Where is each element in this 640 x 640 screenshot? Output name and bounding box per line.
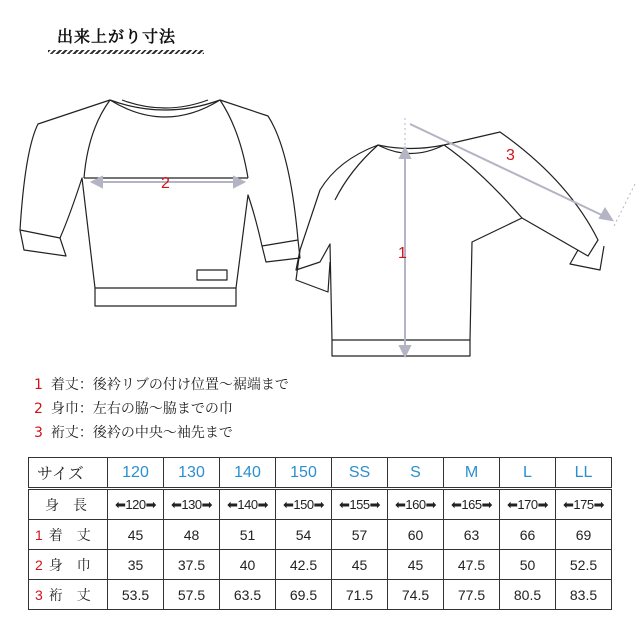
size-col: S (388, 458, 444, 489)
table-cell: 60 (388, 520, 444, 550)
table-cell: 48 (164, 520, 220, 550)
table-cell: 83.5 (556, 580, 612, 610)
size-header-row (29, 458, 612, 489)
table-cell: ⬅155➡ (332, 489, 388, 520)
table-cell: 80.5 (500, 580, 556, 610)
row-label: 1 着 丈 (29, 520, 108, 550)
table-cell: ⬅120➡ (108, 489, 164, 520)
table-row-height (29, 489, 612, 520)
table-cell: ⬅165➡ (444, 489, 500, 520)
row-label: 2 身 巾 (29, 550, 108, 580)
page-title: 出来上がり寸法 (57, 27, 177, 46)
title-underline (48, 50, 204, 54)
table-cell: 37.5 (164, 550, 220, 580)
size-col: LL (556, 458, 612, 489)
table-row-length (29, 520, 612, 550)
size-col: L (500, 458, 556, 489)
table-cell: 63 (444, 520, 500, 550)
table-cell: 50 (500, 550, 556, 580)
table-cell: 53.5 (108, 580, 164, 610)
table-cell: 66 (500, 520, 556, 550)
legend-item: 3 裄丈：後衿の中央～袖先まで (34, 425, 233, 441)
table-cell: ⬅150➡ (276, 489, 332, 520)
table-cell: 54 (276, 520, 332, 550)
back-sweatshirt-drawing (296, 132, 604, 356)
table-cell: ⬅130➡ (164, 489, 220, 520)
size-table (28, 457, 612, 610)
front-sweatshirt-drawing (20, 100, 300, 306)
size-col: 150 (276, 458, 332, 489)
table-cell: 57.5 (164, 580, 220, 610)
garment-diagram (0, 60, 640, 370)
table-cell: 35 (108, 550, 164, 580)
table-cell: 45 (388, 550, 444, 580)
size-col: 140 (220, 458, 276, 489)
table-cell: 69 (556, 520, 612, 550)
table-cell: ⬅140➡ (220, 489, 276, 520)
table-cell: 69.5 (276, 580, 332, 610)
row-label: 3 裄 丈 (29, 580, 108, 610)
label-1: 1 (398, 245, 407, 262)
table-row-width (29, 550, 612, 580)
table-cell: 40 (220, 550, 276, 580)
size-header-label: サイズ (29, 458, 108, 489)
table-cell: 77.5 (444, 580, 500, 610)
table-row-sleeve (29, 580, 612, 610)
size-col: 120 (108, 458, 164, 489)
table-cell: 57 (332, 520, 388, 550)
table-cell: 42.5 (276, 550, 332, 580)
legend-item: 1 着丈：後衿リブの付け位置～裾端まで (34, 377, 289, 393)
label-2: 2 (161, 175, 170, 192)
table-cell: 51 (220, 520, 276, 550)
table-cell: ⬅175➡ (556, 489, 612, 520)
label-3: 3 (506, 147, 515, 164)
table-cell: ⬅170➡ (500, 489, 556, 520)
table-cell: 63.5 (220, 580, 276, 610)
table-cell: 45 (108, 520, 164, 550)
legend-item: 2 身巾：左右の脇～脇までの巾 (34, 401, 233, 417)
table-cell: ⬅160➡ (388, 489, 444, 520)
size-col: 130 (164, 458, 220, 489)
size-col: SS (332, 458, 388, 489)
table-cell: 47.5 (444, 550, 500, 580)
table-cell: 52.5 (556, 550, 612, 580)
table-cell: 45 (332, 550, 388, 580)
table-cell: 74.5 (388, 580, 444, 610)
table-cell: 71.5 (332, 580, 388, 610)
row-label: 身 長 (29, 489, 108, 520)
size-col: M (444, 458, 500, 489)
